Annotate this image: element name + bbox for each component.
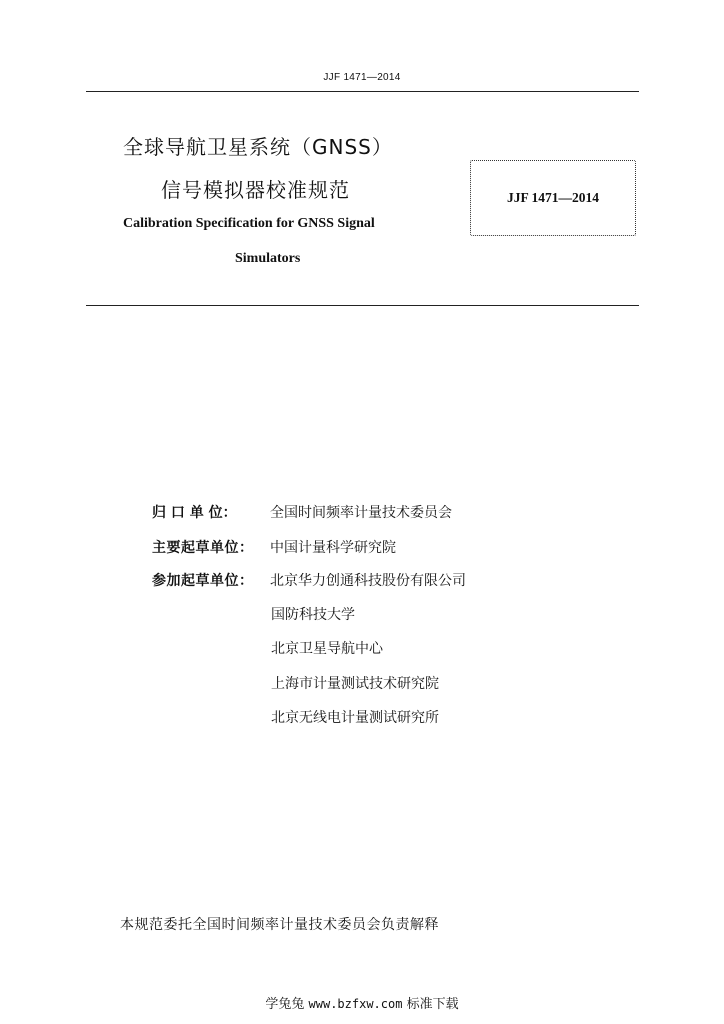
title-cn-line1: 全球导航卫星系统（GNSS） — [123, 135, 393, 159]
org-value: 全国时间频率计量技术委员会 — [270, 505, 452, 521]
footer-url[interactable]: www.bzfxw.com — [308, 997, 403, 1011]
participant-item: 国防科技大学 — [271, 607, 355, 623]
org-label: 归 口 单 位： — [152, 505, 237, 521]
org-row-participants — [152, 571, 466, 591]
footer-tail: 标准下载 — [406, 997, 459, 1012]
participant-item: 北京无线电计量测试研究所 — [271, 710, 439, 726]
org-value: 北京华力创通科技股份有限公司 — [270, 573, 466, 589]
footer — [0, 993, 724, 1012]
participant-item: 上海市计量测试技术研究院 — [271, 676, 439, 692]
standard-code-box — [470, 160, 636, 236]
title-en-line2: Simulators — [235, 251, 301, 266]
org-label: 参加起草单位： — [152, 573, 254, 589]
top-rule — [86, 91, 639, 92]
footer-site: 学兔兔 — [265, 997, 305, 1012]
interpretation-note: 本规范委托全国时间频率计量技术委员会负责解释 — [120, 917, 439, 933]
middle-rule — [86, 305, 639, 306]
org-value: 中国计量科学研究院 — [270, 540, 396, 556]
participant-item: 北京卫星导航中心 — [271, 641, 383, 657]
org-row-main-drafter — [152, 538, 396, 558]
org-row-centralized — [152, 503, 452, 523]
org-label: 主要起草单位： — [152, 540, 254, 556]
title-cn-line2: 信号模拟器校准规范 — [161, 178, 350, 202]
standard-code: JJF 1471—2014 — [506, 190, 600, 205]
header-code: JJF 1471—2014 — [323, 72, 401, 83]
title-en-line1: Calibration Specification for GNSS Signal — [123, 216, 375, 231]
